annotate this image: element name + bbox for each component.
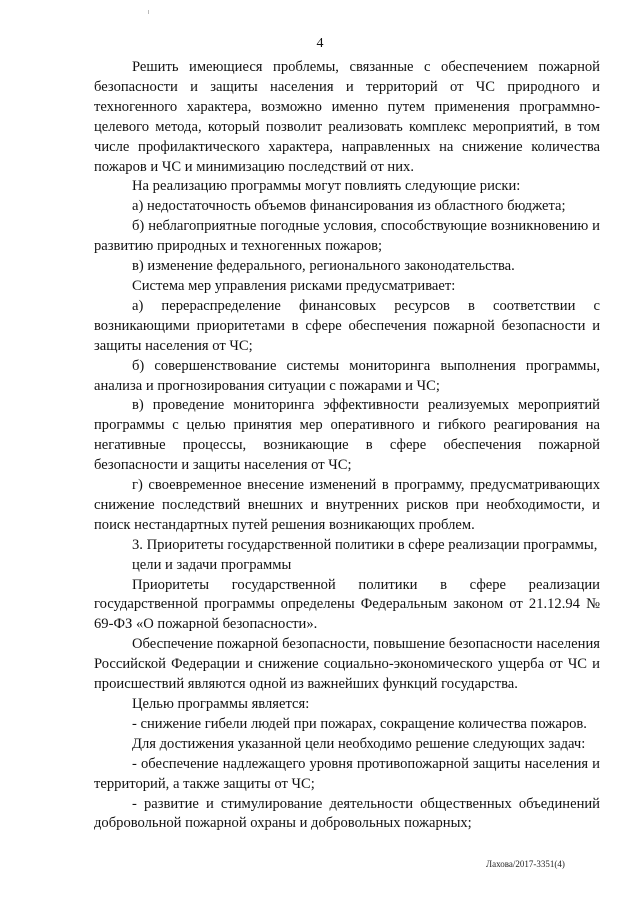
section-heading-line-1: 3. Приоритеты государственной политики в сфере реализации программы, [132, 536, 598, 553]
measure-item-d: г) своевременное внесение изменений в программу, предусматривающих снижение последствий внешних и внутренних рисков при необходимости, и поиск нестандартных путей решения возникающих проблем. [94, 477, 600, 533]
measure-item-a: а) перераспределение финансовых ресурсов в соответствии с возникающими приоритетами в сфере обеспечения пожарной безопасности и защиты населения от ЧС; [94, 297, 600, 354]
task-item-2: - развитие и стимулирование деятельности общественных объединений добровольной пожарной охраны и добровольных пожарных; [94, 795, 600, 832]
section-heading-line-2: цели и задачи программы [132, 556, 292, 573]
paragraph-priorities: Приоритеты государственной политики в сфере реализации государственной программы определены Федеральным законом от 21.12.94 № 69-ФЗ «О пожарной безопасности». [94, 576, 600, 633]
scan-artifact [148, 10, 149, 14]
section-heading [94, 536, 600, 576]
risk-item-c: в) изменение федерального, регионального законодательства. [132, 258, 515, 275]
paragraph-tasks-intro: Для достижения указанной цели необходимо решение следующих задач: [132, 735, 586, 752]
paragraph-risks-intro: На реализацию программы могут повлиять следующие риски: [132, 178, 521, 195]
measure-item-b: б) совершенствование системы мониторинга выполнения программы, анализа и прогнозирования ситуации с пожарами и ЧС; [94, 357, 600, 394]
document-body [94, 58, 600, 834]
paragraph-safety-function: Обеспечение пожарной безопасности, повышение безопасности населения Российской Федерации и снижение социально-экономического ущерба от ЧС и происшествий являются одной из важнейших функций государства. [94, 636, 600, 693]
goal-item: - снижение гибели людей при пожарах, сокращение количества пожаров. [132, 715, 587, 732]
task-item-1: - обеспечение надлежащего уровня противопожарной защиты населения и территорий, а также защиты от ЧС; [94, 755, 600, 792]
measure-item-c: в) проведение мониторинга эффективности реализуемых мероприятий программы с целью принятия мер оперативного и гибкого реагирования на негативные процессы, возникающие в сфере обеспечения пожарной безопасности и защиты населения от ЧС; [94, 397, 600, 474]
risk-item-a: а) недостаточность объемов финансирования из областного бюджета; [132, 198, 566, 215]
paragraph-measures-intro: Система мер управления рисками предусматривает: [132, 277, 456, 294]
risk-item-b: б) неблагоприятные погодные условия, способствующие возникновению и развитию природных и техногенных пожаров; [94, 218, 600, 255]
paragraph-goal-intro: Целью программы является: [132, 696, 310, 712]
page-number: 4 [316, 36, 324, 51]
footer-document-id: Лахова/2017-3351(4) [486, 859, 565, 869]
paragraph-problems: Решить имеющиеся проблемы, связанные с обеспечением пожарной безопасности и защиты населения и территорий от ЧС природного и техногенного характера, возможно именно путем применения программно-целевого метода, который позволит реализовать комплекс мероприятий, в том числе профилактического характера, направленных на снижение количества пожаров и ЧС и минимизацию последствий от них. [94, 59, 600, 175]
